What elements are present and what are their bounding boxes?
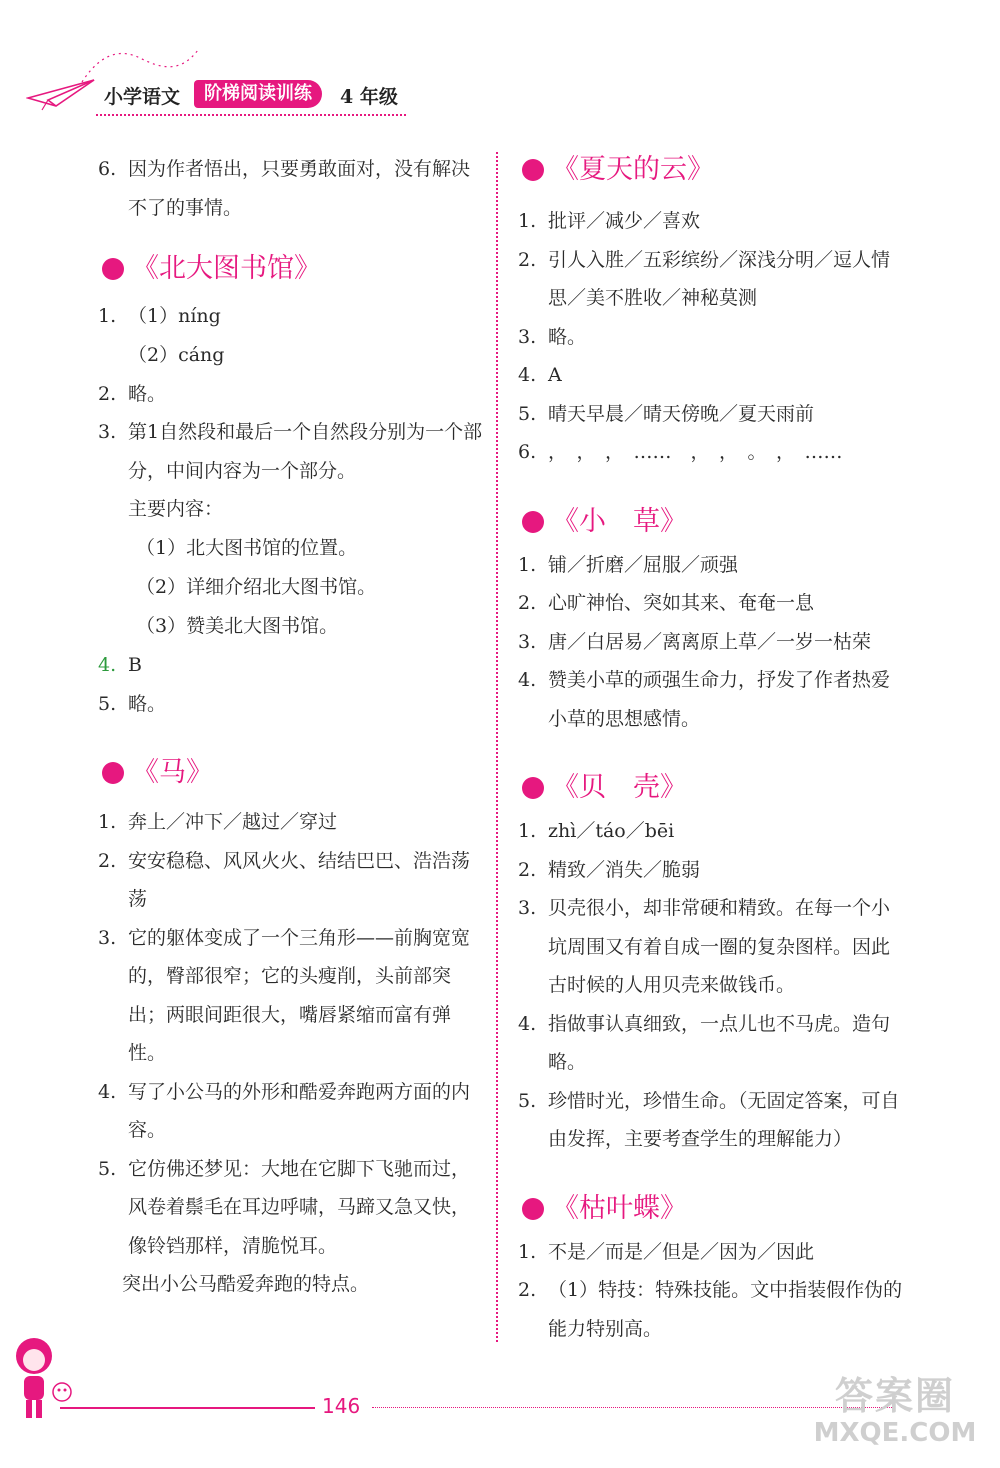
bullet-dot-icon bbox=[522, 159, 544, 181]
item-number: 2. bbox=[518, 858, 537, 881]
item-number: 2. bbox=[98, 382, 117, 405]
item-text: A bbox=[548, 364, 562, 386]
section-title-text: 《小 草》 bbox=[552, 505, 687, 537]
footer-rule bbox=[60, 1407, 315, 1409]
right-column bbox=[518, 150, 908, 1348]
list-item bbox=[98, 1150, 488, 1266]
book-subject: 小学语文 bbox=[104, 86, 181, 108]
item-number: 1. bbox=[518, 553, 537, 576]
dotted-flight-path bbox=[80, 44, 200, 84]
item-number: 2. bbox=[518, 592, 537, 614]
list-item bbox=[518, 318, 908, 357]
list-item bbox=[518, 433, 908, 472]
item-text: 安安稳稳、风风火火、结结巴巴、浩浩荡荡 bbox=[128, 849, 471, 910]
item-number: 1. bbox=[518, 210, 537, 232]
bullet-dot-icon bbox=[102, 258, 124, 280]
item-number: 1. bbox=[518, 820, 537, 842]
page-number: 146 bbox=[322, 1394, 361, 1418]
item-text: 奔上／冲下／越过／穿过 bbox=[128, 811, 338, 833]
item-text: zhì／táo／bēi bbox=[548, 820, 675, 842]
item-number: 6. bbox=[518, 441, 537, 463]
list-item bbox=[518, 1005, 908, 1082]
item-number: 3. bbox=[518, 897, 537, 919]
list-item bbox=[98, 842, 488, 919]
site-watermark bbox=[800, 1374, 990, 1448]
list-item bbox=[98, 646, 488, 685]
bullet-dot-icon bbox=[522, 511, 544, 533]
section-title-horse bbox=[98, 753, 488, 793]
item-text: B bbox=[128, 654, 142, 676]
item-text: 因为作者悟出，只要勇敢面对，没有解决不了的事情。 bbox=[128, 158, 471, 219]
section-title-text: 《北大图书馆》 bbox=[132, 253, 321, 284]
list-item bbox=[98, 413, 488, 490]
item-text: 不是／而是／但是／因为／因此 bbox=[548, 1240, 815, 1263]
item-text: （1）特技：特殊技能。文中指装假作伪的能力特别高。 bbox=[548, 1279, 903, 1340]
item-number: 2. bbox=[98, 849, 117, 872]
item-number: 5. bbox=[518, 1089, 537, 1112]
list-item bbox=[98, 803, 488, 842]
sub-item: （3）赞美北大图书馆。 bbox=[136, 615, 339, 637]
section-title-summer-clouds bbox=[518, 150, 908, 190]
item-text: 它仿佛还梦见：大地在它脚下飞驰而过，风卷着鬃毛在耳边呼啸，马蹄又急又快，像铃铛那样，清脆悦耳。 bbox=[128, 1157, 471, 1257]
list-item bbox=[518, 356, 908, 395]
left-column bbox=[98, 150, 488, 1304]
section-title-shell bbox=[518, 768, 908, 808]
item-number: 5. bbox=[98, 692, 117, 715]
item-text: 指做事认真细致，一点儿也不马虎。造句略。 bbox=[548, 1012, 891, 1073]
list-item bbox=[518, 889, 908, 1005]
item-text: 引人入胜／五彩缤纷／深浅分明／逗人情思／美不胜收／神秘莫测 bbox=[548, 248, 891, 309]
grade-text: 年级 bbox=[359, 86, 398, 108]
list-item bbox=[98, 297, 488, 336]
list-item bbox=[518, 661, 908, 738]
watermark-en: MXQE.COM bbox=[813, 1418, 977, 1448]
item-number: 6. bbox=[98, 158, 117, 180]
list-item bbox=[98, 375, 488, 414]
item-number: 2. bbox=[518, 248, 537, 271]
item-number: 3. bbox=[98, 421, 117, 443]
item-number: 3. bbox=[98, 926, 117, 949]
item-text: 心旷神怡、突如其来、奄奄一息 bbox=[548, 592, 815, 614]
list-item bbox=[518, 623, 908, 662]
item-text: 铺／折磨／屈服／顽强 bbox=[548, 553, 739, 576]
list-item bbox=[518, 1271, 908, 1348]
item-number: 5. bbox=[518, 402, 537, 425]
item-number: 3. bbox=[518, 325, 537, 348]
grade-number: 4 bbox=[340, 86, 354, 108]
list-item bbox=[518, 1233, 908, 1272]
item-text: 贝壳很小，却非常硬和精致。在每一个小坑周围又有着自成一圈的复杂图样。因此古时候的人用贝壳来做钱币。 bbox=[548, 897, 891, 996]
page-header bbox=[0, 0, 1000, 130]
list-item bbox=[518, 395, 908, 434]
item-text: 它的躯体变成了一个三角形——前胸宽宽的，臀部很窄；它的头瘦削，头前部突出；两眼间距很大，嘴唇紧缩而富有弹性。 bbox=[128, 926, 471, 1064]
item-number: 5. bbox=[98, 1157, 117, 1180]
section-title-beida-library bbox=[98, 249, 488, 289]
list-item bbox=[98, 1073, 488, 1150]
item-number: 4. bbox=[518, 364, 537, 386]
item-text: 珍惜时光，珍惜生命。（无固定答案，可自由发挥，主要考查学生的理解能力） bbox=[548, 1089, 900, 1150]
bullet-dot-icon bbox=[102, 762, 124, 784]
list-item bbox=[518, 584, 908, 623]
series-badge: 阶梯阅读训练 bbox=[194, 80, 322, 108]
sub-item: （1）北大图书馆的位置。 bbox=[136, 537, 358, 559]
list-item bbox=[518, 546, 908, 585]
item-text: ， ， ， …… ， ， 。 ， …… bbox=[548, 441, 843, 463]
item-number: 3. bbox=[518, 630, 537, 653]
item-text: 晴天早晨／晴天傍晚／夏天雨前 bbox=[548, 402, 815, 425]
list-item bbox=[518, 851, 908, 890]
paper-plane-icon bbox=[26, 76, 96, 112]
item-text: （1）níng bbox=[128, 305, 221, 327]
item-text: 第1自然段和最后一个自然段分别为一个部分，中间内容为一个部分。 bbox=[128, 421, 483, 482]
item-text: 写了小公马的外形和酷爱奔跑两方面的内容。 bbox=[128, 1080, 471, 1141]
item-number: 1. bbox=[98, 305, 117, 327]
list-item bbox=[98, 685, 488, 724]
item-number: 2. bbox=[518, 1279, 537, 1301]
list-item bbox=[98, 150, 488, 227]
list-item bbox=[518, 1082, 908, 1159]
item-number: 4. bbox=[98, 1080, 117, 1103]
section-title-text: 《夏天的云》 bbox=[552, 154, 714, 185]
section-title-leaf-butterfly bbox=[518, 1189, 908, 1229]
item-text: 赞美小草的顽强生命力，抒发了作者热爱小草的思想感情。 bbox=[548, 669, 891, 730]
item-text: 略。 bbox=[128, 382, 167, 405]
list-item bbox=[518, 812, 908, 851]
main-content-label: 主要内容： bbox=[128, 498, 224, 520]
bullet-dot-icon bbox=[522, 777, 544, 799]
header-dotted-rule bbox=[96, 114, 406, 116]
item-number: 4. bbox=[518, 1012, 537, 1035]
item-number: 1. bbox=[98, 811, 117, 833]
section-title-text: 《贝 壳》 bbox=[552, 772, 687, 803]
item-text: 略。 bbox=[548, 325, 587, 348]
item-text: 批评／减少／喜欢 bbox=[548, 210, 701, 232]
item-number: 4. bbox=[518, 669, 537, 691]
list-item bbox=[518, 241, 908, 318]
item-number: 4. bbox=[98, 654, 117, 676]
section-title-text: 《马》 bbox=[132, 757, 213, 788]
section-title-text: 《枯叶蝶》 bbox=[552, 1192, 687, 1224]
sub-item: （2）详细介绍北大图书馆。 bbox=[136, 576, 377, 598]
item-number: 1. bbox=[518, 1240, 537, 1263]
watermark-cn: 答案圈 bbox=[834, 1374, 955, 1418]
bullet-dot-icon bbox=[522, 1198, 544, 1220]
item-text: 精致／消失／脆弱 bbox=[548, 858, 701, 881]
sub-item: （2）cáng bbox=[128, 343, 225, 366]
item-text: 唐／白居易／离离原上草／一岁一枯荣 bbox=[548, 630, 872, 653]
section-title-little-grass bbox=[518, 502, 908, 542]
cartoon-girl-icon bbox=[10, 1334, 80, 1424]
item-text: 略。 bbox=[128, 692, 167, 715]
list-item bbox=[518, 202, 908, 241]
grade-label bbox=[340, 82, 398, 109]
item-note: 突出小公马酷爱奔跑的特点。 bbox=[122, 1273, 370, 1295]
column-divider bbox=[496, 152, 498, 1342]
list-item bbox=[98, 919, 488, 1073]
